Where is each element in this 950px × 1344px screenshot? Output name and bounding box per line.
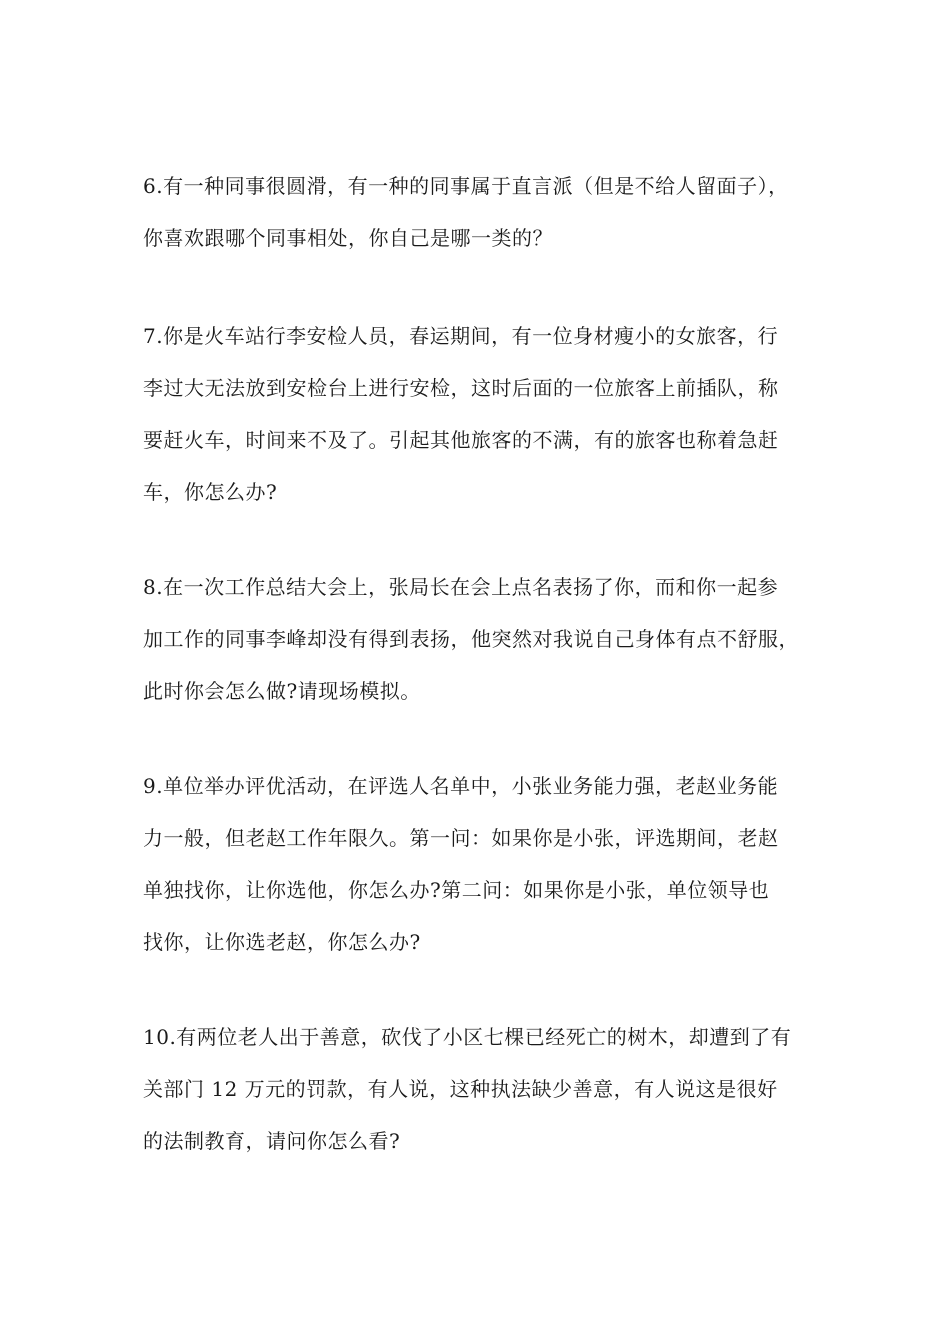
question-9-line-2: 力一般，但老赵工作年限久。第一问：如果你是小张，评选期间，老赵 [143,826,779,850]
question-7-line-1: 7.你是火车站行李安检人员，春运期间，有一位身材瘦小的女旅客，行 [143,324,779,348]
question-6-line-1: 6.有一种同事很圆滑，有一种的同事属于直言派（但是不给人留面子）， [143,174,789,198]
question-6 [143,160,823,264]
question-7 [143,310,823,518]
question-9-line-1: 9.单位举办评优活动，在评选人名单中，小张业务能力强，老赵业务能 [143,774,779,798]
question-8 [143,561,823,717]
question-9-line-3: 单独找你，让你选他，你怎么办?第二问：如果你是小张，单位领导也 [143,878,770,902]
question-6-line-2: 你喜欢跟哪个同事相处，你自己是哪一类的？ [143,226,553,250]
question-7-line-4: 车，你怎么办? [143,480,278,504]
question-10 [143,1011,823,1167]
question-10-line-3: 的法制教育，请问你怎么看? [143,1129,401,1153]
question-9 [143,760,823,968]
question-10-line-1: 10.有两位老人出于善意，砍伐了小区七棵已经死亡的树木，却遭到了有 [143,1025,792,1049]
question-10-line-2: 关部门 12 万元的罚款，有人说，这种执法缺少善意，有人说这是很好 [143,1077,778,1101]
question-7-line-3: 要赶火车，时间来不及了。引起其他旅客的不满，有的旅客也称着急赶 [143,428,779,452]
question-8-line-3: 此时你会怎么做?请现场模拟。 [143,679,421,703]
question-7-line-2: 李过大无法放到安检台上进行安检，这时后面的一位旅客上前插队，称 [143,376,779,400]
question-9-line-4: 找你，让你选老赵，你怎么办? [143,930,421,954]
question-8-line-2: 加工作的同事李峰却没有得到表扬，他突然对我说自己身体有点不舒服， [143,627,799,651]
question-8-line-1: 8.在一次工作总结大会上，张局长在会上点名表扬了你，而和你一起参 [143,575,779,599]
